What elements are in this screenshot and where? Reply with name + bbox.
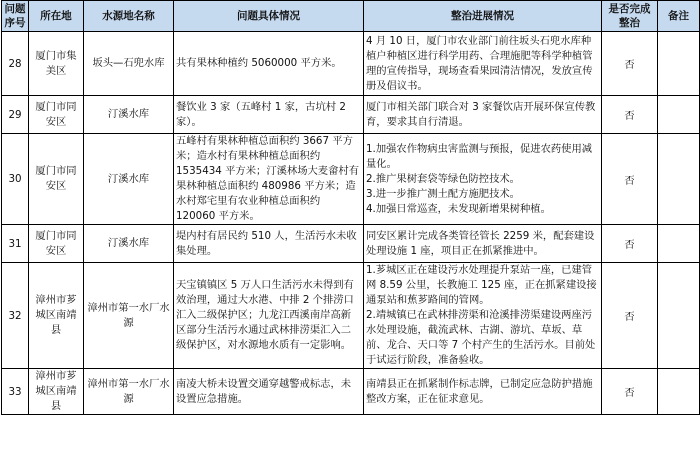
row-remark — [658, 263, 700, 369]
row-remark — [658, 32, 700, 96]
row-remark — [658, 225, 700, 263]
table-row — [2, 369, 700, 415]
progress-item: 4.加强日常巡查，未发现新增果树种植。 — [366, 202, 551, 215]
table-row — [2, 32, 700, 96]
progress-item: 2.靖城镇已在武林排涝渠和沧溪排涝渠建设两座污水处理设施，截流武林、古湖、游坑、草坂、草前、龙合、天口等 7 个村产生的生活污水。目前处于试运行阶段，准备验收。 — [366, 309, 596, 366]
row-done: 否 — [602, 32, 658, 96]
row-done: 否 — [602, 96, 658, 134]
row-problem: 共有果林种植约 5060000 平方米。 — [174, 32, 364, 96]
row-remark — [658, 96, 700, 134]
progress-item: 1.加强农作物病虫害监测与预报，促进农药使用减量化。 — [366, 142, 593, 170]
header-remark: 备注 — [658, 1, 700, 32]
table-row — [2, 134, 700, 225]
row-source: 漳州市第一水厂水源 — [84, 369, 174, 415]
header-source: 水源地名称 — [84, 1, 174, 32]
header-no: 问题序号 — [2, 1, 29, 32]
progress-item: 3.进一步推广测土配方施肥技术。 — [366, 187, 520, 200]
row-location: 厦门市集美区 — [29, 32, 84, 96]
row-progress: 4 月 10 日，厦门市农业部门前往坂头石兜水库种植户种植区进行科学用药、合理施肥等科学种植管理的宣传指导，现场查看果园清洁情况，发放宣传册及倡议书。 — [364, 32, 602, 96]
row-no: 29 — [2, 96, 29, 134]
progress-item: 1.芗城区正在建设污水处理提升泵站一座，已建管网 8.59 公里，长教施工 125 座，正在抓紧建设接通泵站和蕉芗路间的管网。 — [366, 264, 597, 306]
row-location: 厦门市同安区 — [29, 96, 84, 134]
header-row — [2, 1, 700, 32]
row-problem: 五峰村有果林种植总面积约 3667 平方米；造水村有果林种植总面积约 1535434 平方米；汀溪林场大麦畲村有果林种植总面积约 480986 平方米；造水村郑宅里有农业种植总面积约 120060 平方米。 — [174, 134, 364, 225]
header-done: 是否完成整治 — [602, 1, 658, 32]
row-progress: 厦门市相关部门联合对 3 家餐饮店开展环保宣传教育，要求其自行清退。 — [364, 96, 602, 134]
row-done: 否 — [602, 134, 658, 225]
table-row — [2, 225, 700, 263]
row-done: 否 — [602, 225, 658, 263]
row-done: 否 — [602, 263, 658, 369]
table-row — [2, 96, 700, 134]
header-progress: 整治进展情况 — [364, 1, 602, 32]
progress-item: 2.推广果树套袋等绿色防控技术。 — [366, 172, 520, 185]
row-no: 28 — [2, 32, 29, 96]
row-no: 30 — [2, 134, 29, 225]
row-no: 31 — [2, 225, 29, 263]
header-location: 所在地 — [29, 1, 84, 32]
row-remark — [658, 369, 700, 415]
row-problem: 堤内村有居民约 510 人，生活污水未收集处理。 — [174, 225, 364, 263]
row-source: 漳州市第一水厂水源 — [84, 263, 174, 369]
row-source: 坂头—石兜水库 — [84, 32, 174, 96]
row-location: 厦门市同安区 — [29, 134, 84, 225]
row-source: 汀溪水库 — [84, 134, 174, 225]
row-progress: 南靖县正在抓紧制作标志牌，已制定应急防护措施整改方案，正在征求意见。 — [364, 369, 602, 415]
row-no: 32 — [2, 263, 29, 369]
row-problem: 南凌大桥未设置交通穿越警戒标志，未设置应急措施。 — [174, 369, 364, 415]
row-problem: 餐饮业 3 家（五峰村 1 家，古坑村 2 家）。 — [174, 96, 364, 134]
header-problem: 问题具体情况 — [174, 1, 364, 32]
row-no: 33 — [2, 369, 29, 415]
row-location: 漳州市芗城区南靖县 — [29, 369, 84, 415]
row-remark — [658, 134, 700, 225]
row-source: 汀溪水库 — [84, 96, 174, 134]
rectification-table — [1, 0, 700, 415]
row-location: 漳州市芗城区南靖县 — [29, 263, 84, 369]
row-problem: 天宝镇镇区 5 万人口生活污水未得到有效治理，通过大水港、中排 2 个排涝口汇入二级保护区；九龙江西溪南岸高新区部分生活污水通过武林排涝渠汇入二级保护区，对水源地水质有一定影响。 — [174, 263, 364, 369]
table-row — [2, 263, 700, 369]
row-progress — [364, 263, 602, 369]
row-source: 汀溪水库 — [84, 225, 174, 263]
row-progress — [364, 134, 602, 225]
row-location: 厦门市同安区 — [29, 225, 84, 263]
row-done: 否 — [602, 369, 658, 415]
row-progress: 同安区累计完成各类管径管长 2259 米，配套建设处理设施 1 座，项目正在抓紧推进中。 — [364, 225, 602, 263]
